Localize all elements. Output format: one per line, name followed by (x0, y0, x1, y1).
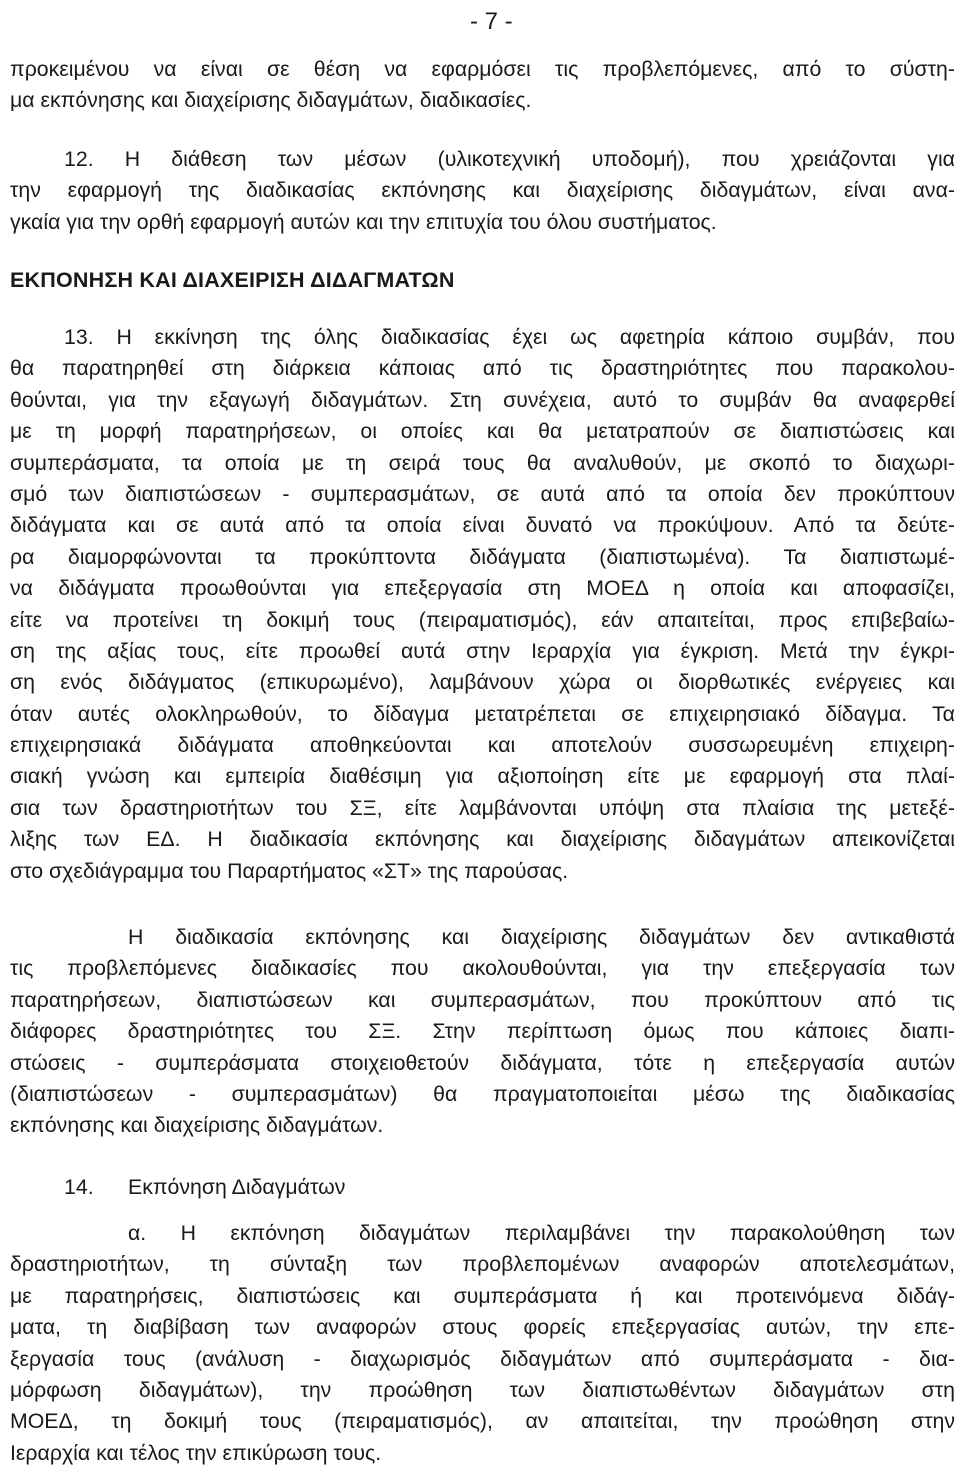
paragraph-12 (10, 144, 955, 238)
text-line: στο σχεδιάγραμμα του Παραρτήματος «ΣΤ» της παρούσας. (10, 858, 569, 883)
text-line: στώσεις - συμπεράσματα στοιχειοθετούν διδάγματα, τότε η επεξεργασία αυτών (10, 1050, 955, 1075)
text-line: επιχειρησιακά διδάγματα αποθηκεύονται και αποτελούν συσσωρευμένη επιχειρη- (10, 733, 955, 758)
text-line: ξεργασία τους (ανάλυση - διαχωρισμός διδαγμάτων από συμπεράσματα - δια- (10, 1346, 955, 1371)
text-line: ση ενός διδάγματος (επικυρωμένο), λαμβάνουν χώρα οι διορθωτικές ενέργειες και (10, 670, 955, 695)
text-line: εκπόνησης και διαχείρισης διδαγμάτων. (10, 1113, 384, 1138)
item-14-number: 14. (64, 1175, 94, 1199)
text-line: 13. Η εκκίνηση της όλης διαδικασίας έχει ως αφετηρία κάποιο συμβάν, που (64, 325, 955, 349)
text-line: σμό των διαπιστώσεων - συμπερασμάτων, σε αυτά από τα οποία δεν προκύπτουν (10, 481, 955, 506)
text-line: σια των δραστηριοτήτων του ΣΞ, είτε λαμβάνονται υπόψη στα πλαίσια της μετεξέ- (10, 795, 955, 820)
text-line: ση της αξίας τους, είτε προωθεί αυτά στην Ιεραρχία για έγκριση. Μετά την έγκρι- (10, 638, 955, 663)
text-line: σιακή γνώση και εμπειρία διαθέσιμη για αξιοποίηση είτε με εφαρμογή στα πλαί- (10, 764, 955, 789)
text-line: μα εκπόνησης και διαχείρισης διδαγμάτων, διαδικασίες. (10, 88, 532, 113)
text-line: να διδάγματα προωθούνται για επεξεργασία στη ΜΟΕΔ η οποία και αποφασίζει, (10, 576, 955, 601)
text-line: τις προβλεπόμενες διαδικασίες που ακολουθούνται, για την επεξεργασία των (10, 956, 955, 981)
text-line: διδάγματα και σε αυτά από τα οποία είναι δυνατό να προκύψουν. Από τα δεύτε- (10, 513, 955, 538)
text-line: προκειμένου να είναι σε θέση να εφαρμόσει τις προβλεπόμενες, από το σύστη- (10, 57, 955, 81)
text-line: ματα, τη διαβίβαση των αναφορών στους φορείς επεξεργασίας αυτών, την επε- (10, 1315, 955, 1340)
text-line: (διαπιστώσεων - συμπερασμάτων) θα πραγματοποιείται μέσω της διαδικασίας (10, 1081, 955, 1106)
text-line: όταν αυτές ολοκληρωθούν, το δίδαγμα μετατρέπεται σε επιχειρησιακό δίδαγμα. Τα (10, 701, 955, 726)
text-line: μόρφωση διδαγμάτων), την προώθηση των διαπιστωθέντων διδαγμάτων στη (10, 1377, 955, 1402)
text-line: Ιεραρχία και τέλος την επικύρωση τους. (10, 1440, 382, 1465)
text-line: παρατηρήσεων, διαπιστώσεων και συμπερασμάτων, που προκύπτουν από τις (10, 987, 955, 1012)
text-line: δραστηριοτήτων, τη σύνταξη των προβλεπομένων αναφορών αποτελεσμάτων, (10, 1252, 955, 1277)
text-line: θα παρατηρηθεί στη διάρκεια κάποιας από τις δραστηριότητες που παρακολου- (10, 356, 955, 381)
document-page (10, 0, 955, 1476)
text-line: με παρατηρήσεις, διαπιστώσεις και συμπεράσματα ή και προτεινόμενα διδάγ- (10, 1283, 955, 1308)
text-line: την εφαρμογή της διαδικασίας εκπόνησης και διαχείρισης διδαγμάτων, είναι ανα- (10, 178, 955, 203)
page-number: - 7 - (470, 8, 513, 35)
text-line: θούνται, για την εξαγωγή διδαγμάτων. Στη συνέχεια, αυτό το συμβάν θα αναφερθεί (10, 387, 955, 412)
paragraph-13 (10, 322, 955, 887)
text-line: γκαία για την ορθή εφαρμογή αυτών και την επιτυχία του όλου συστήματος. (10, 209, 717, 234)
text-line: ΜΟΕΔ, τη δοκιμή τους (πειραματισμός), αν απαιτείται, την προώθηση στην (10, 1409, 955, 1434)
item-14a (10, 1218, 955, 1469)
text-line: με τη μορφή παρατηρήσεων, οι οποίες και θα μετατραπούν σε διαπιστώσεις και (10, 419, 955, 444)
section-heading: ΕΚΠΟΝΗΣΗ ΚΑΙ ΔΙΑΧΕΙΡΙΣΗ ΔΙΔΑΓΜΑΤΩΝ (10, 268, 455, 292)
text-line: Η διαδικασία εκπόνησης και διαχείρισης διδαγμάτων δεν αντικαθιστά (128, 925, 955, 949)
text-line: συμπεράσματα, τα οποία με τη σειρά τους θα αναλυθούν, με σκοπό το διαχωρι- (10, 450, 955, 475)
paragraph-continuation (10, 54, 955, 117)
text-line: λιξης των ΕΔ. Η διαδικασία εκπόνησης και διαχείρισης διδαγμάτων απεικονίζεται (10, 827, 955, 852)
text-line: ρα διαμορφώνονται τα προκύπτοντα διδάγματα (διαπιστωμένα). Τα διαπιστωμέ- (10, 544, 955, 569)
item-14-title: Εκπόνηση Διδαγμάτων (128, 1175, 346, 1199)
text-line: είτε να προτείνει τη δοκιμή τους (πειραματισμός), εάν απαιτείται, προς επιβεβαίω- (10, 607, 955, 632)
text-line: α. Η εκπόνηση διδαγμάτων περιλαμβάνει την παρακολούθηση των (128, 1221, 955, 1245)
text-line: 12. Η διάθεση των μέσων (υλικοτεχνική υποδομή), που χρειάζονται για (64, 147, 955, 171)
paragraph-note (10, 922, 955, 1142)
text-line: διάφορες δραστηριότητες του ΣΞ. Στην περίπτωση όμως που κάποιες διαπι- (10, 1019, 955, 1044)
